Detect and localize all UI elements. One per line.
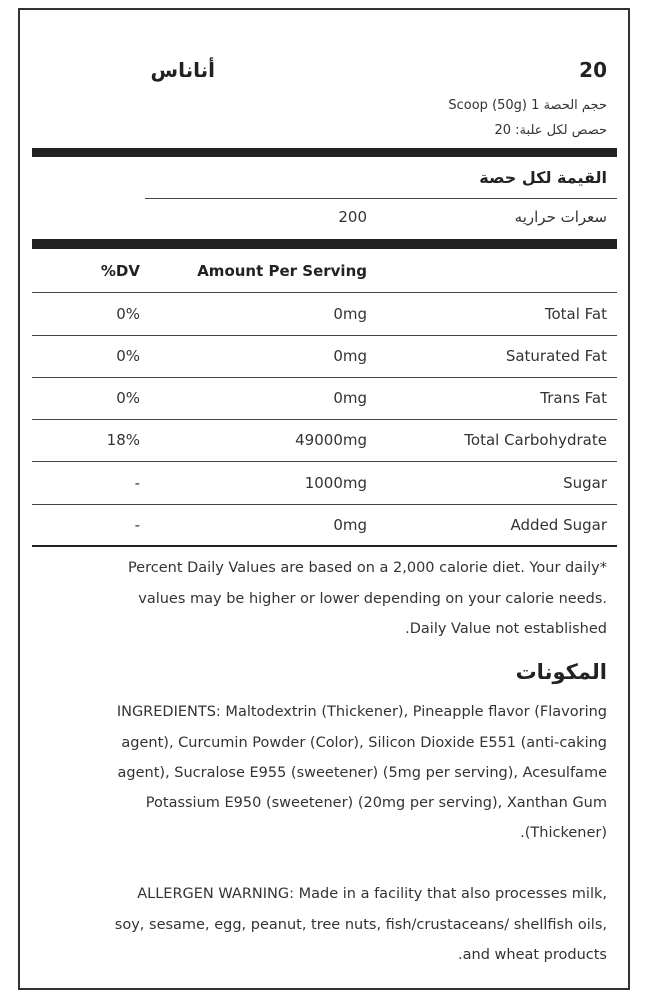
row-divider bbox=[32, 377, 617, 378]
dv-header: %DV bbox=[100, 262, 140, 280]
ingredients-line-2: agent), Curcumin Powder (Color), Silicon Dioxide E551 (anti-caking bbox=[121, 735, 607, 751]
footnote-line-2: values may be higher or lower depending on your calorie needs. bbox=[138, 591, 607, 607]
amount-header: Amount Per Serving bbox=[197, 262, 367, 280]
dv-cell: - bbox=[134, 474, 140, 492]
thick-divider-top bbox=[32, 148, 617, 157]
nutrient-cell: Total Fat bbox=[544, 305, 607, 323]
row-divider bbox=[32, 335, 617, 336]
allergen-line-2: soy, sesame, egg, peanut, tree nuts, fish/crustaceans/ shellfish oils, bbox=[114, 917, 607, 933]
amount-cell: 0mg bbox=[333, 305, 367, 323]
footnote-line-1: Percent Daily Values are based on a 2,000 calorie diet. Your daily* bbox=[127, 560, 607, 576]
footnote-line-3: .Daily Value not established bbox=[405, 621, 607, 637]
amount-cell: 0mg bbox=[333, 516, 367, 534]
amount-cell: 0mg bbox=[333, 389, 367, 407]
row-divider bbox=[32, 461, 617, 462]
thick-divider-middle bbox=[32, 239, 617, 249]
ingredients-line-4: Potassium E950 (sweetener) (20mg per serving), Xanthan Gum bbox=[145, 795, 607, 811]
table-bottom-divider bbox=[32, 545, 617, 547]
per-serving-title: القيمة لكل حصة bbox=[479, 168, 607, 187]
dv-cell: 0% bbox=[116, 389, 140, 407]
serving-size: حجم الحصة 1 Scoop (50g) bbox=[448, 98, 607, 113]
dv-cell: 0% bbox=[116, 305, 140, 323]
amount-cell: 49000mg bbox=[295, 431, 367, 449]
table-header-divider bbox=[32, 292, 617, 293]
ingredients-line-5: .(Thickener) bbox=[520, 825, 607, 841]
dv-cell: - bbox=[134, 516, 140, 534]
dv-cell: 0% bbox=[116, 347, 140, 365]
ingredients-line-1: INGREDIENTS: Maltodextrin (Thickener), Pineapple flavor (Flavoring bbox=[116, 704, 607, 720]
product-name: أناناس bbox=[150, 58, 215, 82]
dv-cell: 18% bbox=[106, 431, 140, 449]
amount-cell: 0mg bbox=[333, 347, 367, 365]
nutrient-cell: Added Sugar bbox=[510, 516, 607, 534]
nutrient-cell: Saturated Fat bbox=[505, 347, 607, 365]
ingredients-heading: المكونات bbox=[515, 660, 607, 684]
nutrient-cell: Sugar bbox=[563, 474, 607, 492]
servings-count: 20 bbox=[579, 58, 607, 82]
nutrient-cell: Trans Fat bbox=[540, 389, 607, 407]
row-divider bbox=[32, 419, 617, 420]
calories-label: سعرات حراريه bbox=[514, 208, 607, 226]
allergen-line-1: ALLERGEN WARNING: Made in a facility that also processes milk, bbox=[137, 886, 607, 902]
calories-value: 200 bbox=[338, 208, 367, 226]
row-divider bbox=[32, 504, 617, 505]
ingredients-line-3: agent), Sucralose E955 (sweetener) (5mg per serving), Acesulfame bbox=[117, 765, 607, 781]
amount-cell: 1000mg bbox=[304, 474, 367, 492]
calories-divider bbox=[145, 198, 617, 199]
nutrient-cell: Total Carbohydrate bbox=[464, 431, 607, 449]
allergen-line-3: .and wheat products bbox=[458, 947, 607, 963]
servings-per-container: حصص لكل علبة: 20 bbox=[494, 123, 607, 138]
